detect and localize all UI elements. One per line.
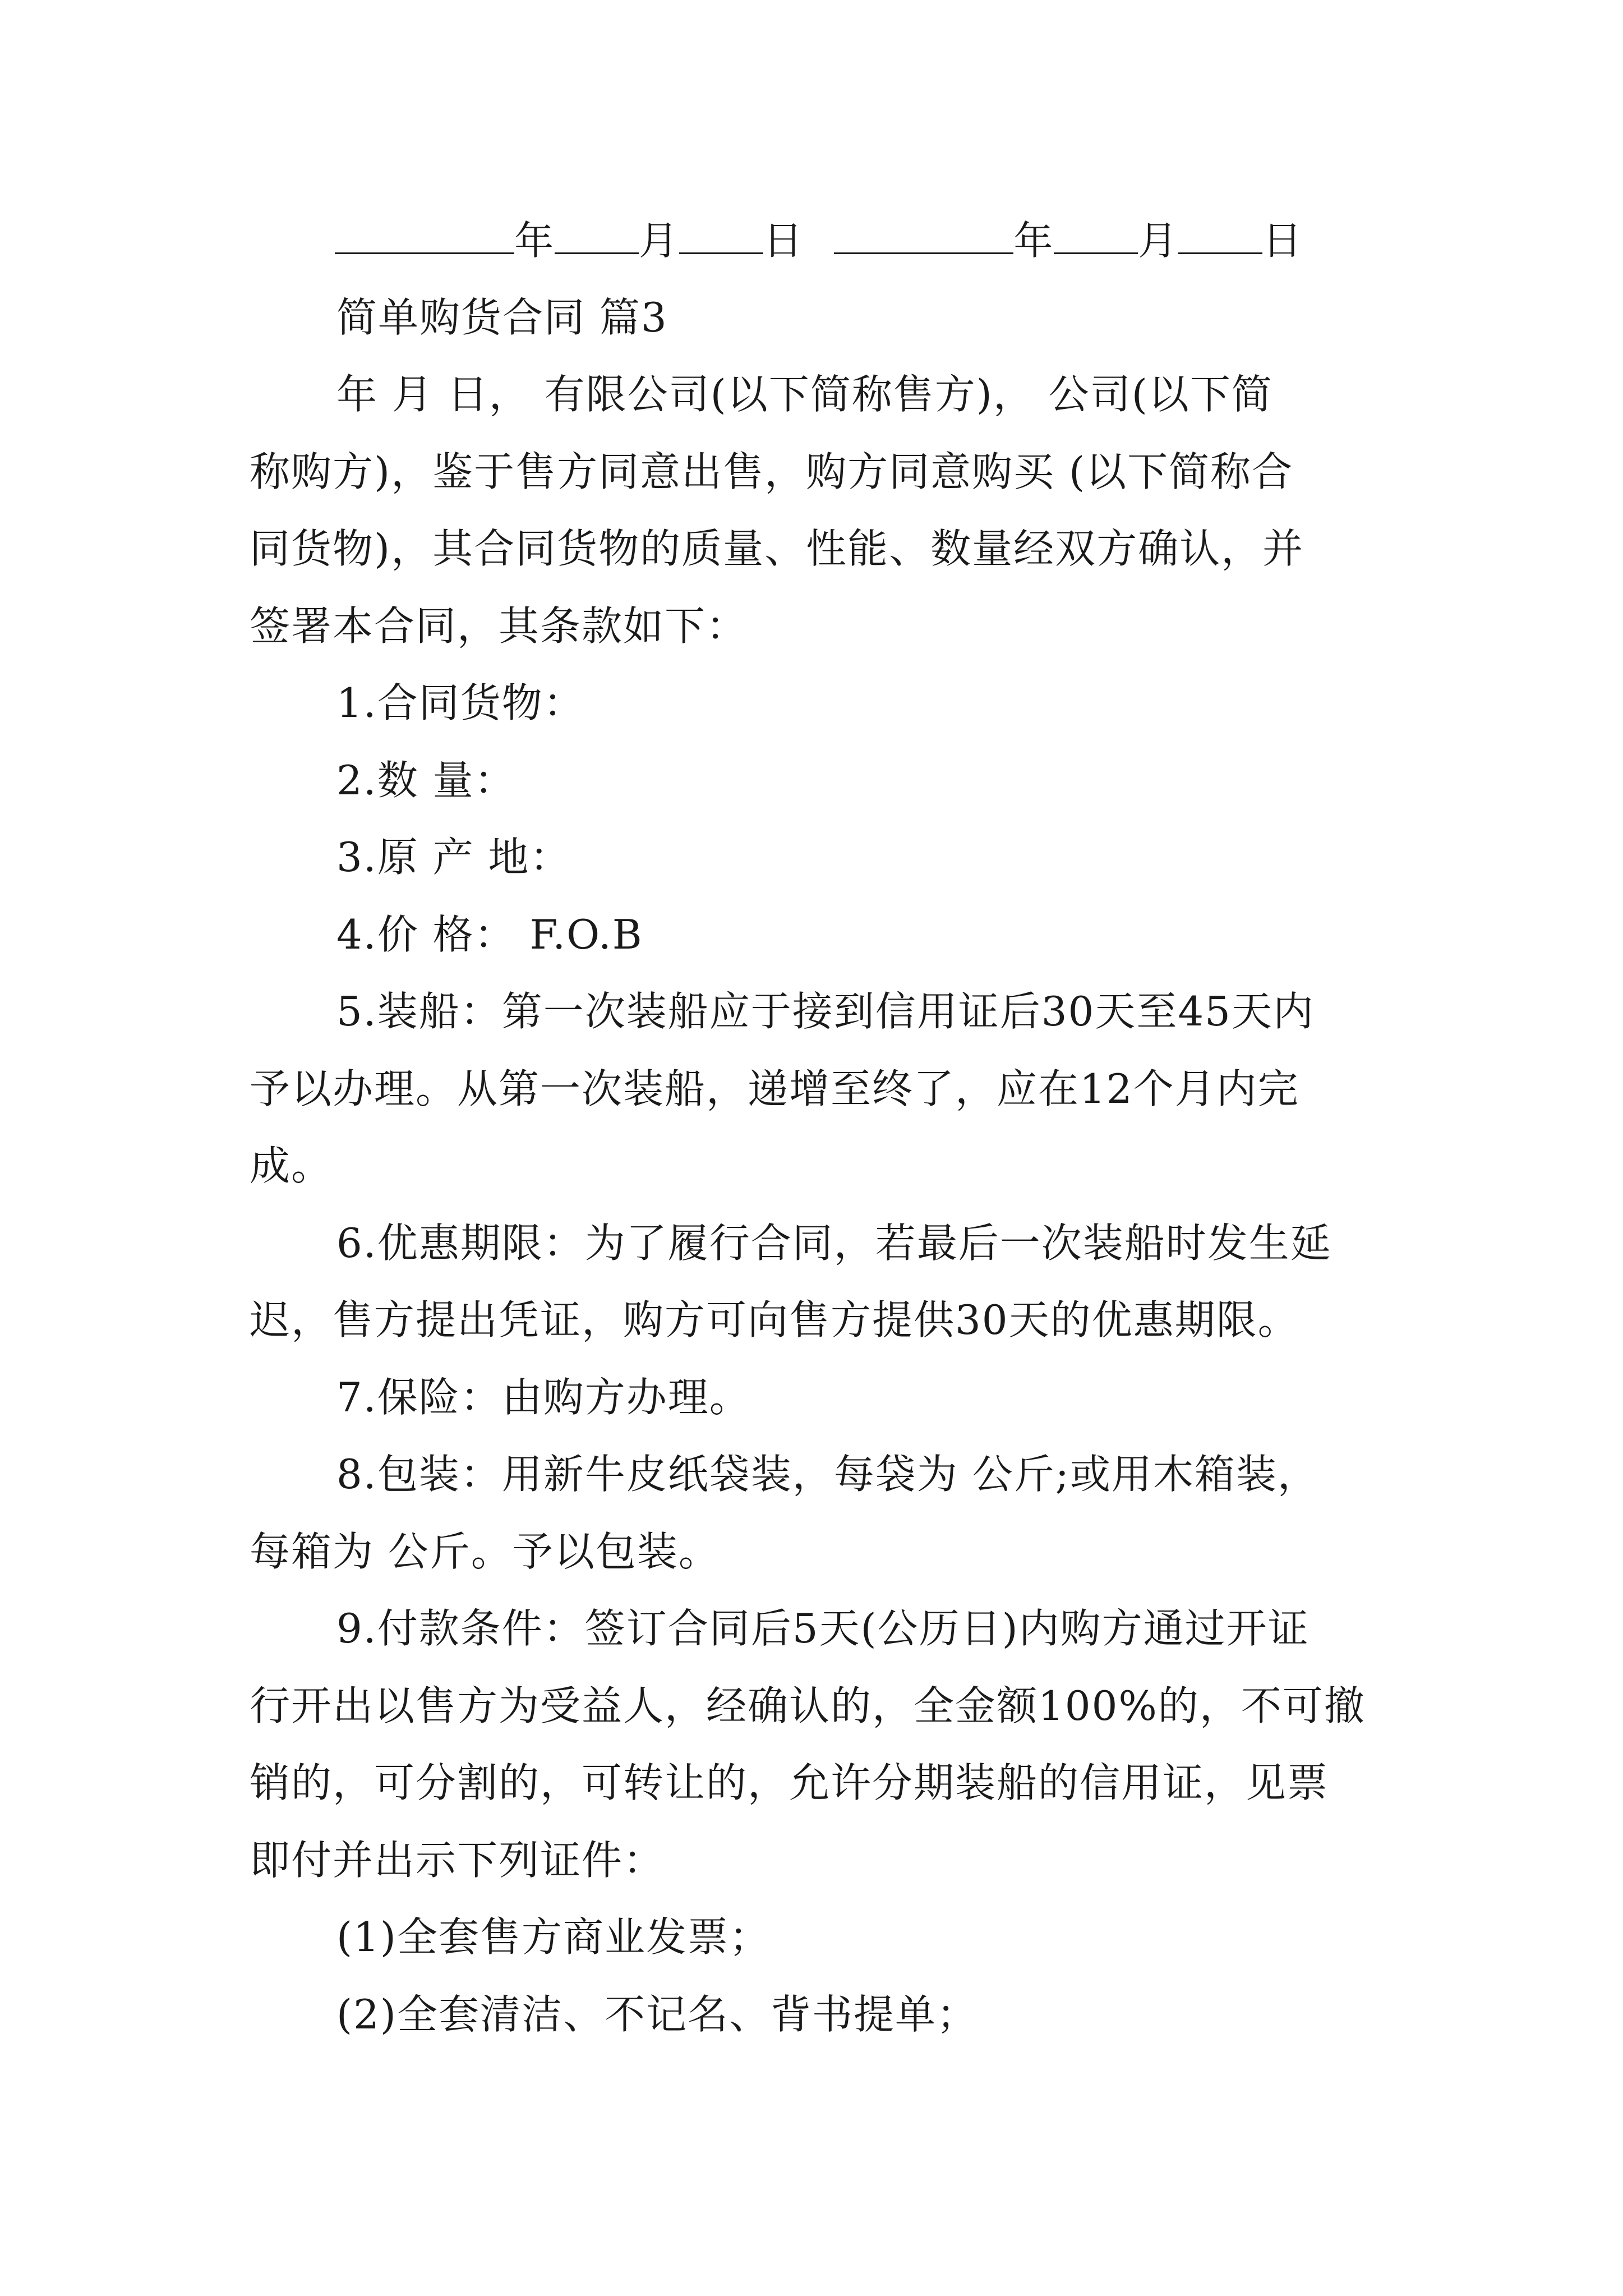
section-heading: 简单购货合同 篇3 xyxy=(336,294,668,341)
year-blank-a xyxy=(335,213,514,254)
intro-line: 同货物)，其合同货物的质量、性能、数量经双方确认，并 xyxy=(250,525,1304,572)
clause-payment: 即付并出示下列证件： xyxy=(250,1837,665,1884)
document-item: (1)全套售方商业发票； xyxy=(336,1913,771,1961)
intro-line: 称购方)，鉴于售方同意出售，购方同意购买 (以下简称合 xyxy=(250,448,1294,495)
clause-packing: 每箱为 公斤。予以包装。 xyxy=(250,1528,720,1575)
date-line xyxy=(335,213,1473,268)
day-blank-a xyxy=(679,213,763,254)
clause-shipment: 5.装船：第一次装船应于接到信用证后30天至45天内 xyxy=(336,988,1315,1035)
clause-grace-period: 6.优惠期限：为了履行合同，若最后一次装船时发生延 xyxy=(336,1220,1332,1267)
month-label-b: 月 xyxy=(1138,218,1179,264)
year-blank-b xyxy=(834,213,1013,254)
clause-grace-period: 迟，售方提出凭证，购方可向售方提供30天的优惠期限。 xyxy=(250,1296,1299,1343)
intro-line: 年 月 日， 有限公司(以下简称售方)， 公司(以下简 xyxy=(336,371,1273,418)
month-blank-a xyxy=(555,213,639,254)
clause-goods: 1.合同货物： xyxy=(336,679,585,726)
month-label-a: 月 xyxy=(639,218,679,264)
intro-line: 签署本合同，其条款如下： xyxy=(250,602,748,650)
clause-quantity: 2.数 量： xyxy=(336,757,516,804)
clause-price: 4.价 格： F.O.B xyxy=(336,911,643,958)
clause-packing: 8.包装：用新牛皮纸袋装，每袋为 公斤;或用木箱装， xyxy=(336,1451,1319,1498)
clause-insurance: 7.保险：由购方办理。 xyxy=(336,1374,751,1421)
clause-shipment: 成。 xyxy=(250,1142,333,1189)
day-label-a: 日 xyxy=(763,218,804,264)
clause-origin: 3.原 产 地： xyxy=(336,834,571,881)
clause-payment: 行开出以售方为受益人，经确认的，全金额100%的，不可撤 xyxy=(250,1682,1366,1729)
year-label-b: 年 xyxy=(1013,218,1054,264)
day-blank-b xyxy=(1178,213,1262,254)
clause-payment: 9.付款条件：签订合同后5天(公历日)内购方通过开证 xyxy=(336,1605,1310,1652)
month-blank-b xyxy=(1054,213,1138,254)
document-item: (2)全套清洁、不记名、背书提单； xyxy=(336,1991,978,2038)
clause-shipment: 予以办理。从第一次装船，递增至终了，应在12个月内完 xyxy=(250,1065,1299,1112)
day-label-b: 日 xyxy=(1262,218,1303,264)
clause-payment: 销的，可分割的，可转让的，允许分期装船的信用证，见票 xyxy=(250,1759,1329,1806)
year-label-a: 年 xyxy=(514,218,555,264)
